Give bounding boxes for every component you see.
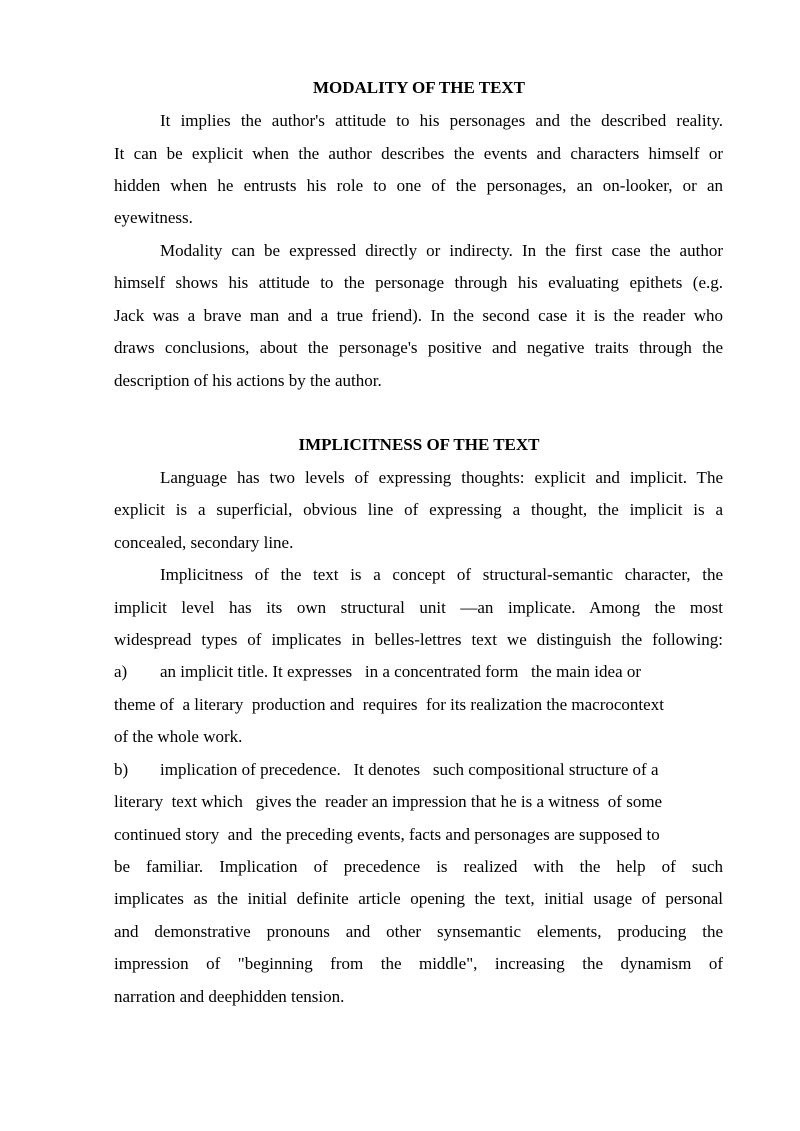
text-line: Modality can be expressed directly or indirecty. In the first case the author [160,241,723,260]
list-item-text: an implicit title. It expresses in a concentrated form the main idea or [160,662,642,681]
text-line: implicit level has its own structural unit —an implicate. Among the most [114,598,723,617]
list-item-text: be familiar. Implication of precedence is realized with the help of such [114,857,723,876]
list-marker-b: b) [114,760,129,779]
text-line: It can be explicit when the author describes the events and characters himself or [114,144,723,163]
list-item-text: implication of precedence. It denotes such compositional structure of a [160,760,659,779]
text-line: Implicitness of the text is a concept of structural-semantic character, the [160,565,723,584]
section-heading-modality: MODALITY OF THE TEXT [312,78,526,97]
text-line: explicit is a superficial, obvious line of expressing a thought, the implicit is a [114,500,723,519]
text-line: It implies the author's attitude to his personages and the described reality. [160,111,723,130]
text-line: Jack was a brave man and a true friend). In the second case it is the reader who [114,306,723,325]
section-heading-implicitness: IMPLICITNESS OF THE TEXT [298,435,540,454]
text-line: description of his actions by the author. [114,371,382,390]
text-line: concealed, secondary line. [114,533,294,552]
text-line: hidden when he entrusts his role to one of the personages, an on-looker, or an [114,176,723,195]
text-line: Language has two levels of expressing thoughts: explicit and implicit. The [160,468,723,487]
text-line: himself shows his attitude to the personage through his evaluating epithets (e.g. [114,273,723,292]
list-item-text: literary text which gives the reader an impression that he is a witness of some [114,792,663,811]
list-item-text: of the whole work. [114,727,243,746]
list-item-text: narration and deephidden tension. [114,987,345,1006]
list-item-text: implicates as the initial definite article opening the text, initial usage of personal [114,889,723,908]
list-item-text: and demonstrative pronouns and other synsemantic elements, producing the [114,922,723,941]
list-marker-a: a) [114,662,128,681]
list-item-text: theme of a literary production and requires for its realization the macrocontext [114,695,664,714]
text-line: eyewitness. [114,208,193,227]
text-line: draws conclusions, about the personage's positive and negative traits through the [114,338,723,357]
list-item-text: continued story and the preceding events, facts and personages are supposed to [114,825,660,844]
text-line: widespread types of implicates in belles-lettres text we distinguish the following: [114,630,723,649]
list-item-text: impression of "beginning from the middle", increasing the dynamism of [114,954,723,973]
